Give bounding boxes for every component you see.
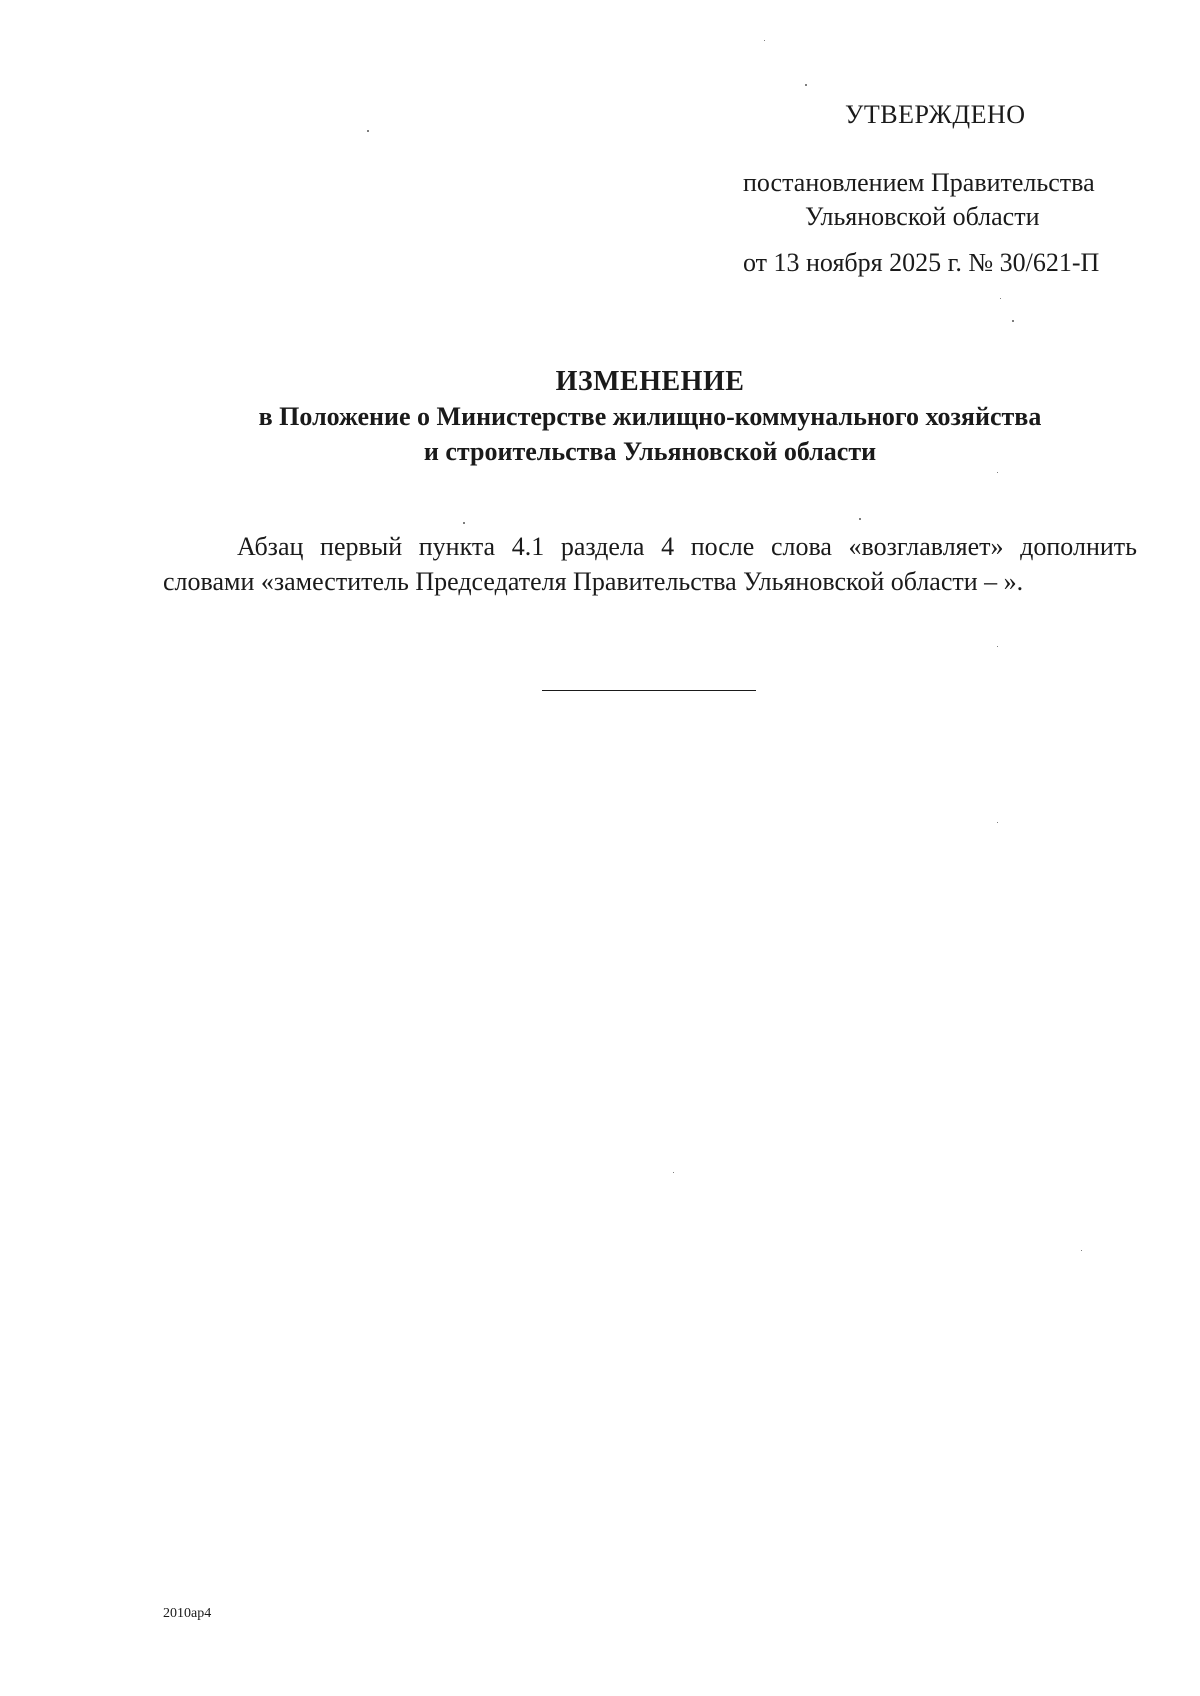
scan-speck [997,472,998,473]
approval-decree-line-1: постановлением Правительства [743,168,1095,197]
approval-decree-line-2: Ульяновской области [805,202,1040,231]
scan-speck [997,646,998,647]
document-subtitle-line-1: в Положение о Министерстве жилищно-коммунального хозяйства [258,402,1042,431]
scan-speck [673,1172,674,1173]
approval-stamp-heading: УТВЕРЖДЕНО [845,100,1026,129]
scan-speck [367,130,369,132]
scan-speck [1081,1250,1082,1251]
scan-speck [1000,298,1001,299]
scan-speck [1012,320,1014,322]
scan-speck [997,822,998,823]
footer-document-code: 2010ар4 [163,1606,212,1621]
end-of-text-rule [542,690,756,691]
scan-speck [463,522,465,524]
body-paragraph-line-1: Абзац первый пункта 4.1 раздела 4 после слова «возглавляет» дополнить [237,532,1137,561]
approval-decree-date: от 13 ноября 2025 г. № 30/621-П [743,248,1100,277]
scan-speck [764,40,765,41]
document-title: ИЗМЕНЕНИЕ [555,366,745,397]
document-subtitle-line-2: и строительства Ульяновской области [423,437,877,466]
scan-speck [859,518,861,520]
scan-speck [805,84,807,86]
body-paragraph-line-2: словами «заместитель Председателя Правительства Ульяновской области – ». [163,567,1024,596]
